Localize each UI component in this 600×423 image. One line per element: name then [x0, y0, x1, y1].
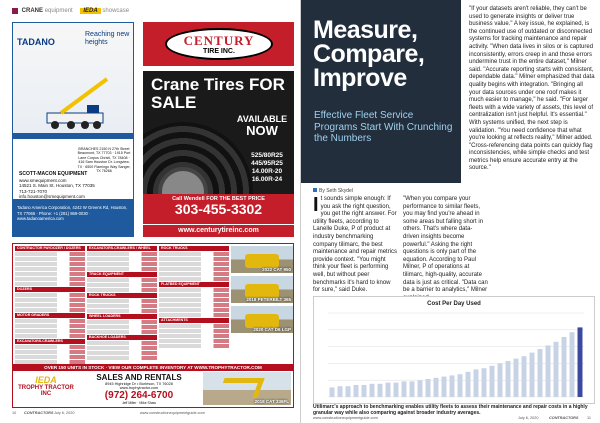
listing-row[interactable]: [159, 267, 229, 271]
listing-row[interactable]: [159, 303, 229, 307]
chart-bar: [498, 363, 503, 397]
sales-rentals: SALES AND RENTALS 8945 Highridge Dr • Burleson, TX 76028 www.trophytractor.com (972) 264-6700 Jeff Miller · Mike Shaw: [79, 373, 199, 405]
century-url[interactable]: www.centurytireinc.com: [143, 224, 294, 237]
chart-caption: Utilimarc's approach to benchmarking enables utility fleets to assess their maintenance and repair costs in a highly granular way while also comparing against broader industry averages.: [313, 404, 588, 416]
trophy-tractor-ad[interactable]: [12, 243, 294, 408]
listing-column-2: [87, 246, 157, 361]
chart-bar: [578, 327, 583, 397]
magazine-name: CONTRACTORS: [24, 411, 54, 415]
trophy-logo: IEDA TROPHY TRACTOR INC: [18, 375, 74, 397]
century-divider: [143, 66, 294, 71]
listing-category: ROCK TRUCKS: [87, 293, 157, 298]
listing-category: CONTRACTOR PAYDOZER / DOZERS: [15, 246, 85, 251]
showcase-label: showcase: [102, 8, 130, 14]
tadano-footer: Tadano America Corporation, 4242 W Greens Rd, Houston, TX 77066 · Phone: +1 (281) 869-0030 · www.tadanoamerica.com: [13, 199, 133, 236]
listing-row[interactable]: [87, 252, 157, 256]
listing-row[interactable]: [15, 319, 85, 323]
chart-bar: [426, 379, 431, 397]
century-logo: CENTURY TIRE INC.: [165, 28, 273, 60]
tadano-divider: [13, 133, 133, 139]
chart-bar: [418, 380, 423, 397]
chart-bar: [434, 378, 439, 397]
listing-row[interactable]: [159, 298, 229, 302]
listing-row[interactable]: [159, 288, 229, 292]
page-number: 11: [587, 416, 591, 420]
listing-row[interactable]: [159, 324, 229, 328]
chart-bar: [386, 383, 391, 397]
listing-category: WHEEL LOADERS: [87, 314, 157, 319]
listing-row[interactable]: [159, 257, 229, 261]
trophy-footer: [13, 364, 293, 407]
listing-category: ROCK TRUCKS: [159, 246, 229, 251]
trophy-phone: (972) 264-6700: [104, 390, 174, 401]
listing-row[interactable]: [15, 252, 85, 256]
dealer-branches: BRANCHES 2150 N 27th Street Beaumont, TX 77703 · 1915 Port Lane Corpus Christi, TX 78408 · 416 Sam Houston Dr. Longview, TX · 6500 Flamingo Way Sanger, TX 76266: [77, 147, 131, 174]
chart-bar: [514, 359, 519, 397]
listing-row[interactable]: [87, 299, 157, 303]
listing-category: TRACK EQUIPMENT: [87, 272, 157, 277]
chart-bar: [370, 384, 375, 397]
photo-dozer: 2020 CAT D6 LGP: [231, 306, 293, 333]
listing-row[interactable]: [15, 298, 85, 302]
article-column-1: [313, 196, 398, 295]
chart-bar: [506, 361, 511, 397]
chart-bar: [562, 337, 567, 397]
right-footer: [313, 416, 595, 422]
chart-bar: [442, 377, 447, 397]
magazine-name: CONTRACTORS: [549, 416, 579, 420]
listing-row[interactable]: [15, 345, 85, 349]
chart-bar: [570, 332, 575, 397]
listing-row[interactable]: [15, 350, 85, 354]
listing-row[interactable]: [159, 313, 229, 317]
chart-bar: [354, 385, 359, 397]
article-subtitle: Effective Fleet Service Programs Start With Crunching the Numbers: [314, 110, 453, 144]
chart-bar: [530, 353, 535, 397]
photo-truck: 2018 PETERBILT 365: [231, 276, 293, 303]
listing-row[interactable]: [87, 309, 157, 313]
listing-row[interactable]: [15, 329, 85, 333]
col3-text: "If your datasets aren't reliable, they can't be used to generate insights or deliver true business value." A key issue, he explained, is the continued use of outdated or disconnected systems for tracking maintenance and repair activity. "When data lives in silos or is captured inconsistently, errors creep in and those errors undermine trust in the entire dataset," Milner said. "Accurate reporting starts with consistent, dependable data." Milner emphasized that data quality begins with integration. "Bringing all your data sources under one roof makes it much easier to manage," he said. "For larger fleets with a wide variety of assets, this level of centralization isn't just helpful. It's essential." With systems unified, the next step is validation. "You need confidence that what you're looking at reflects reality," Milner added. "Cross-referencing data points can quickly flag inconsistencies, while simple checks and test metrics help ensure accurate entry at the source.": [469, 6, 595, 172]
listing-row[interactable]: [15, 262, 85, 266]
cost-chart: [313, 296, 595, 404]
listing-row[interactable]: [15, 257, 85, 261]
listing-row[interactable]: [15, 355, 85, 359]
listing-row[interactable]: [87, 356, 157, 360]
tadano-hero: [13, 23, 133, 133]
ieda-badge: IEDA: [80, 8, 100, 14]
listing-row[interactable]: [15, 334, 85, 338]
listing-row[interactable]: [87, 351, 157, 355]
crane-image: [41, 75, 113, 131]
listing-category: FLATBED EQUIPMENT: [159, 282, 229, 287]
inventory-bar[interactable]: OVER 150 UNITS IN STOCK · VIEW OUR COMPLETE INVENTORY AT WWW.TROPHYTRACTOR.COM: [13, 364, 293, 371]
listing-column-3: [159, 246, 229, 349]
listing-row[interactable]: [87, 257, 157, 261]
issue-date: July 6, 2020: [518, 416, 539, 420]
listing-row[interactable]: [15, 267, 85, 271]
footer-url[interactable]: www.constructionequipmentguide.com: [313, 416, 378, 420]
listing-row[interactable]: [159, 339, 229, 343]
article-title: Measure, Compare, Improve: [313, 16, 425, 92]
left-footer: [12, 411, 294, 417]
section-marker: [12, 8, 18, 14]
chart-bar: [458, 374, 463, 397]
listing-category: ATTACHMENTS: [159, 318, 229, 323]
chart-bar: [482, 368, 487, 397]
listing-row[interactable]: [87, 325, 157, 329]
article-column-3: [469, 6, 595, 174]
section-title: CRANE equipment: [21, 8, 73, 14]
col1-text: t sounds simple enough: If you ask the right question, you get the right answer. For utility fleets, according to Lanelle Duke, P of product at industry benchmarking company tilimarc, the best maintenance and repair metrics provide context. "You might think your fleet is performing well, but without peer benchmarks it's hard to know for sure," said Duke.: [313, 196, 398, 294]
listing-row[interactable]: [159, 329, 229, 333]
listing-row[interactable]: [15, 308, 85, 312]
listing-column-1: [15, 246, 85, 365]
century-headline: Crane Tires FOR SALE: [151, 75, 285, 112]
chart-bar: [410, 381, 415, 397]
listing-row[interactable]: [159, 293, 229, 297]
photo-loader: 2022 CAT 950: [231, 246, 293, 273]
page-header: [12, 8, 300, 20]
chart-bar: [554, 342, 559, 397]
right-page: [300, 0, 600, 423]
listing-category: EXCAVATORS-CRAWLERS: [15, 339, 85, 344]
listing-category: EXCAVATORS-CRAWLERS / WHEEL: [87, 246, 157, 251]
photo-excavator: 2018 CAT 336FL: [203, 372, 291, 405]
listing-row[interactable]: [159, 334, 229, 338]
listing-category: MOTOR GRADERS: [15, 313, 85, 318]
chart-bar: [394, 383, 399, 397]
century-header: [143, 22, 294, 66]
chart-bar: [538, 349, 543, 397]
chart-bar: [546, 345, 551, 397]
century-tire-ad[interactable]: [143, 22, 294, 237]
chart-bar: [490, 366, 495, 397]
listing-row[interactable]: [159, 277, 229, 281]
listing-row[interactable]: [87, 278, 157, 282]
listing-row[interactable]: [87, 346, 157, 350]
century-phone: 303-455-3302: [174, 201, 263, 217]
chart-bar: [338, 386, 343, 397]
listing-row[interactable]: [15, 277, 85, 281]
page-number: 10: [12, 411, 17, 415]
listing-row[interactable]: [159, 344, 229, 348]
tadano-logo: TADANO: [17, 37, 55, 47]
listing-row[interactable]: [87, 320, 157, 324]
chart-bar: [362, 385, 367, 397]
chart-bar: [378, 384, 383, 397]
listing-row[interactable]: [15, 324, 85, 328]
listing-row[interactable]: [87, 304, 157, 308]
listing-row[interactable]: [87, 341, 157, 345]
listing-row[interactable]: [15, 293, 85, 297]
listing-row[interactable]: [159, 262, 229, 266]
drop-cap: I: [313, 194, 319, 216]
listing-row[interactable]: [87, 262, 157, 266]
article-column-2: [403, 196, 488, 302]
call-line: Call Wendell FOR THE BEST PRICE: [172, 196, 265, 202]
chart-bar: [450, 375, 455, 397]
century-call-block: [143, 194, 294, 224]
tadano-tagline: Reaching new heights: [85, 31, 130, 46]
equipment-photos: [231, 246, 293, 364]
listing-row[interactable]: [15, 272, 85, 276]
tire-sizes: 525/80R25 445/95R25 14.00R-20 16.00R-24: [251, 152, 283, 183]
tadano-ad[interactable]: [12, 22, 134, 237]
chart-bar: [402, 381, 407, 397]
chart-bar: [474, 369, 479, 397]
listing-row[interactable]: [87, 330, 157, 334]
col2-text: "When you compare your performance to similar fleets, you may find you're ahead in some areas but falling short in others. That's where data-driven insights become powerful." Asking the right questions is only part of the equation. According to Paul Milner, P of operations at tilimarc, high-quality, accurate data is just as critical. "Data can be a barrier to analytics," Milner: [403, 196, 488, 294]
chart-bar: [522, 356, 527, 397]
listing-row[interactable]: [15, 282, 85, 286]
chart-title: Cost Per Day Used: [427, 301, 481, 307]
listing-row[interactable]: [87, 288, 157, 292]
listing-row[interactable]: [159, 252, 229, 256]
dealer-info: SCOTT-MACON EQUIPMENT www.smequipment.com 14521 S. Main St. Houston, TX 77035 713-721-7070 info.houston@smequipment.com: [19, 171, 95, 199]
chart-bar: [330, 387, 335, 397]
listing-row[interactable]: [15, 303, 85, 307]
article-hero: [301, 0, 461, 183]
chart-plot: [314, 297, 594, 403]
listing-row[interactable]: [87, 283, 157, 287]
footer-url[interactable]: www.constructionequipmentguide.com: [140, 411, 205, 415]
byline: By Seth Skydel: [313, 188, 353, 194]
listing-row[interactable]: [159, 272, 229, 276]
issue-date: July 6, 2020: [54, 411, 75, 415]
available-now: AVAILABLE NOW: [236, 114, 288, 138]
listing-category: DOZERS: [15, 287, 85, 292]
dealer-block: [13, 141, 133, 197]
chart-bar: [346, 386, 351, 397]
listing-row[interactable]: [87, 267, 157, 271]
chart-bar: [466, 372, 471, 397]
listing-category: BACKHOE LOADERS: [87, 335, 157, 340]
listing-row[interactable]: [159, 308, 229, 312]
